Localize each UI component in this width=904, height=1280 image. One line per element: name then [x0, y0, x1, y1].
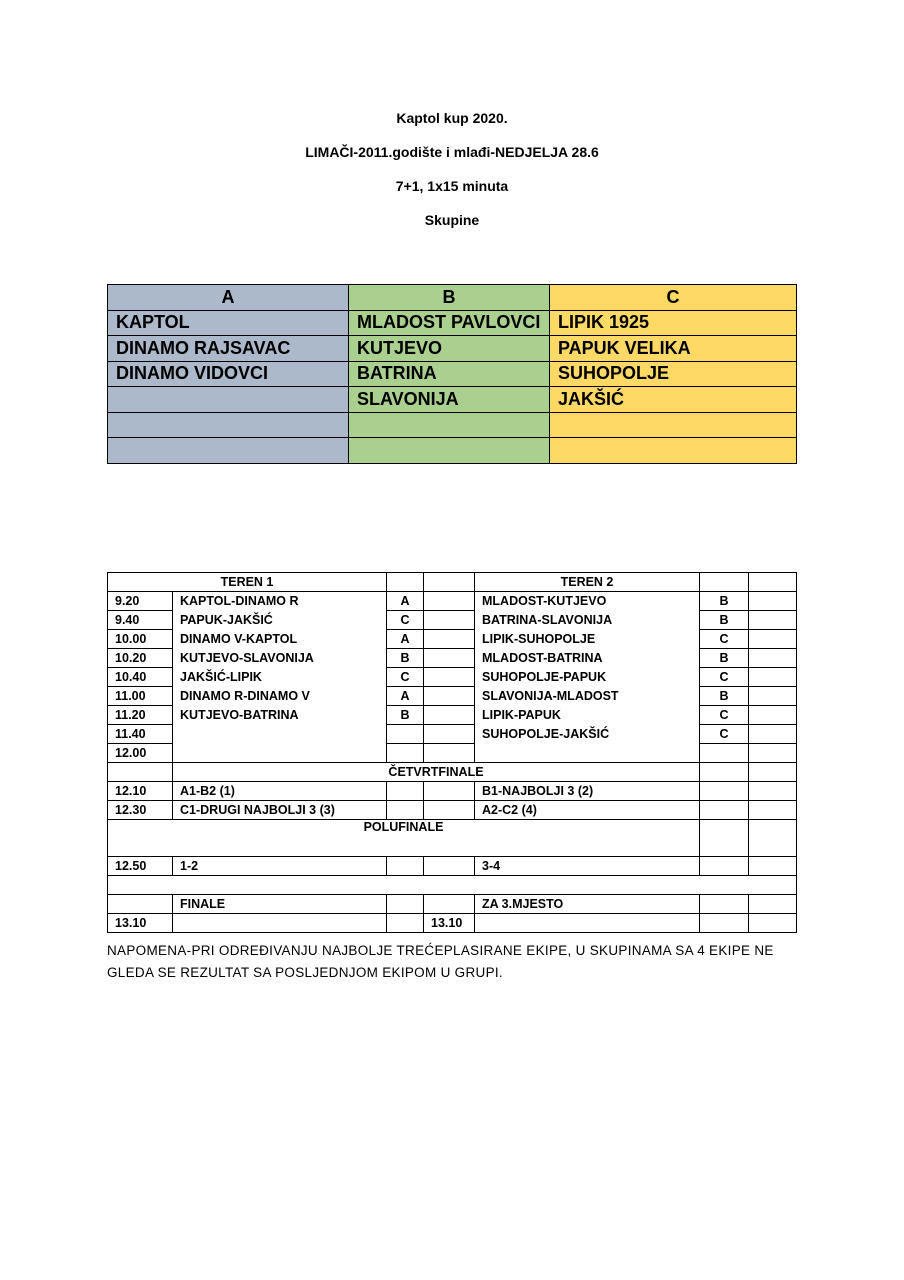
semifinal-label: POLUFINALE [108, 820, 700, 857]
teren-2-match: 3-4 [475, 857, 700, 876]
empty-cell [700, 857, 749, 876]
section-title: Skupine [424, 212, 480, 228]
group-a-team: DINAMO RAJSAVAC [108, 336, 349, 362]
final-row [108, 914, 797, 933]
schedule-row [108, 668, 797, 687]
empty-cell [749, 801, 797, 820]
document-title: Kaptol kup 2020. [396, 110, 508, 126]
group-c-team: JAKŠIĆ [550, 387, 797, 413]
empty-cell [749, 744, 797, 763]
teren-1-group: C [387, 611, 424, 630]
teren-1-group [387, 744, 424, 763]
teren-2-match: SUHOPOLJE-JAKŠIĆ [475, 725, 700, 744]
group-c-team: LIPIK 1925 [550, 310, 797, 336]
empty-cell [749, 763, 797, 782]
teren-2-group [700, 744, 749, 763]
teren-1-match: 1-2 [173, 857, 387, 876]
group-row [108, 438, 797, 464]
empty-cell [424, 573, 475, 592]
group-row [108, 412, 797, 438]
match-time: 12.00 [108, 744, 173, 763]
schedule-row [108, 687, 797, 706]
empty-cell [424, 744, 475, 763]
empty-cell [749, 592, 797, 611]
schedule-row [108, 611, 797, 630]
third-place-label: ZA 3.MJESTO [475, 895, 700, 914]
groups-header-row [108, 285, 797, 311]
empty-cell [700, 895, 749, 914]
empty-cell [424, 687, 475, 706]
empty-cell [700, 782, 749, 801]
group-c-team: PAPUK VELIKA [550, 336, 797, 362]
match-time: 12.30 [108, 801, 173, 820]
teren-1-group: B [387, 706, 424, 725]
teren-1-match: KAPTOL-DINAMO R [173, 592, 387, 611]
match-time: 11.20 [108, 706, 173, 725]
group-c-team [550, 438, 797, 464]
empty-cell [749, 782, 797, 801]
teren-2-match: A2-C2 (4) [475, 801, 700, 820]
teren-2-group: B [700, 687, 749, 706]
empty-cell [387, 801, 424, 820]
empty-cell [749, 725, 797, 744]
empty-cell [424, 649, 475, 668]
empty-cell [424, 725, 475, 744]
group-b-header: B [349, 285, 550, 311]
group-a-header: A [108, 285, 349, 311]
teren-1-group [387, 725, 424, 744]
group-b-team: KUTJEVO [349, 336, 550, 362]
empty-cell [749, 611, 797, 630]
empty-cell [700, 914, 749, 933]
teren-1-match: C1-DRUGI NAJBOLJI 3 (3) [173, 801, 387, 820]
schedule-header-row [108, 573, 797, 592]
teren-1-match: KUTJEVO-BATRINA [173, 706, 387, 725]
group-c-header: C [550, 285, 797, 311]
empty-cell [749, 820, 797, 857]
document-subtitle: LIMAČI-2011.godište i mlađi-NEDJELJA 28.6 [305, 144, 599, 160]
empty-cell [424, 895, 475, 914]
quarterfinal-label: ČETVRTFINALE [173, 763, 700, 782]
empty-cell [108, 876, 797, 895]
empty-cell [749, 895, 797, 914]
empty-cell [749, 649, 797, 668]
teren-1-header: TEREN 1 [108, 573, 387, 592]
group-row [108, 361, 797, 387]
group-b-team [349, 412, 550, 438]
group-row [108, 310, 797, 336]
schedule-table [107, 572, 797, 933]
teren-2-group: C [700, 668, 749, 687]
teren-1-match: DINAMO V-KAPTOL [173, 630, 387, 649]
group-a-team: DINAMO VIDOVCI [108, 361, 349, 387]
empty-cell [749, 857, 797, 876]
teren-2-group: C [700, 706, 749, 725]
match-time: 9.20 [108, 592, 173, 611]
schedule-row [108, 592, 797, 611]
empty-cell [749, 706, 797, 725]
schedule-row [108, 706, 797, 725]
spacer-row [108, 876, 797, 895]
match-time: 10.20 [108, 649, 173, 668]
empty-cell [387, 895, 424, 914]
empty-cell [387, 857, 424, 876]
teren-2-match: MLADOST-KUTJEVO [475, 592, 700, 611]
footnote: NAPOMENA-PRI ODREĐIVANJU NAJBOLJE TREĆEPLASIRANE EKIPE, U SKUPINAMA SA 4 EKIPE NE GLEDA SE REZULTAT SA POSLJEDNJOM EKIPOM U GRUPI. [107, 943, 774, 980]
final-label-row [108, 895, 797, 914]
teren-1-match: PAPUK-JAKŠIĆ [173, 611, 387, 630]
empty-cell [387, 914, 424, 933]
teren-1-match: A1-B2 (1) [173, 782, 387, 801]
group-b-team: MLADOST PAVLOVCI [349, 310, 550, 336]
empty-cell [475, 914, 700, 933]
teren-2-match: BATRINA-SLAVONIJA [475, 611, 700, 630]
group-a-team [108, 438, 349, 464]
empty-cell [108, 763, 173, 782]
teren-2-match: SLAVONIJA-MLADOST [475, 687, 700, 706]
quarterfinal-row [108, 801, 797, 820]
empty-cell [700, 820, 749, 857]
final-label: FINALE [173, 895, 387, 914]
group-c-team: SUHOPOLJE [550, 361, 797, 387]
teren-1-match [173, 744, 387, 763]
schedule-row [108, 649, 797, 668]
teren-2-header: TEREN 2 [475, 573, 700, 592]
empty-cell [749, 573, 797, 592]
match-time: 10.40 [108, 668, 173, 687]
teren-2-group: C [700, 725, 749, 744]
group-a-team: KAPTOL [108, 310, 349, 336]
match-format: 7+1, 1x15 minuta [395, 178, 509, 194]
teren-1-match: JAKŠIĆ-LIPIK [173, 668, 387, 687]
empty-cell [749, 687, 797, 706]
semifinal-row [108, 857, 797, 876]
match-time: 11.00 [108, 687, 173, 706]
empty-cell [424, 630, 475, 649]
empty-cell [387, 573, 424, 592]
empty-cell [424, 668, 475, 687]
teren-2-match: MLADOST-BATRINA [475, 649, 700, 668]
empty-cell [700, 763, 749, 782]
match-time: 9.40 [108, 611, 173, 630]
empty-cell [700, 801, 749, 820]
group-row [108, 336, 797, 362]
match-time: 12.50 [108, 857, 173, 876]
empty-cell [387, 782, 424, 801]
teren-2-group: C [700, 630, 749, 649]
teren-1-group: A [387, 687, 424, 706]
empty-cell [424, 706, 475, 725]
empty-cell [108, 895, 173, 914]
match-time: 12.10 [108, 782, 173, 801]
empty-cell [424, 611, 475, 630]
empty-cell [424, 801, 475, 820]
schedule-row [108, 630, 797, 649]
empty-cell [749, 914, 797, 933]
group-a-team [108, 412, 349, 438]
schedule-row [108, 725, 797, 744]
empty-cell [749, 630, 797, 649]
empty-cell [424, 857, 475, 876]
empty-cell [749, 668, 797, 687]
group-c-team [550, 412, 797, 438]
empty-cell [424, 592, 475, 611]
group-a-team [108, 387, 349, 413]
teren-2-match: LIPIK-PAPUK [475, 706, 700, 725]
teren-2-match [475, 744, 700, 763]
teren-1-group: A [387, 592, 424, 611]
quarterfinal-row [108, 782, 797, 801]
teren-2-match: B1-NAJBOLJI 3 (2) [475, 782, 700, 801]
group-b-team [349, 438, 550, 464]
groups-table [107, 284, 797, 464]
schedule-row [108, 744, 797, 763]
teren-2-match: LIPIK-SUHOPOLJE [475, 630, 700, 649]
group-b-team: BATRINA [349, 361, 550, 387]
teren-2-group: B [700, 592, 749, 611]
teren-2-match: SUHOPOLJE-PAPUK [475, 668, 700, 687]
teren-1-group: A [387, 630, 424, 649]
match-time: 11.40 [108, 725, 173, 744]
group-row [108, 387, 797, 413]
teren-1-match: KUTJEVO-SLAVONIJA [173, 649, 387, 668]
quarterfinal-label-row [108, 763, 797, 782]
teren-1-group: B [387, 649, 424, 668]
semifinal-label-row [108, 820, 797, 857]
teren-2-group: B [700, 649, 749, 668]
empty-cell [700, 573, 749, 592]
third-place-time: 13.10 [424, 914, 475, 933]
empty-cell [173, 914, 387, 933]
teren-1-match: DINAMO R-DINAMO V [173, 687, 387, 706]
match-time: 10.00 [108, 630, 173, 649]
group-b-team: SLAVONIJA [349, 387, 550, 413]
teren-1-group: C [387, 668, 424, 687]
teren-2-group: B [700, 611, 749, 630]
match-time: 13.10 [108, 914, 173, 933]
teren-1-match [173, 725, 387, 744]
empty-cell [424, 782, 475, 801]
